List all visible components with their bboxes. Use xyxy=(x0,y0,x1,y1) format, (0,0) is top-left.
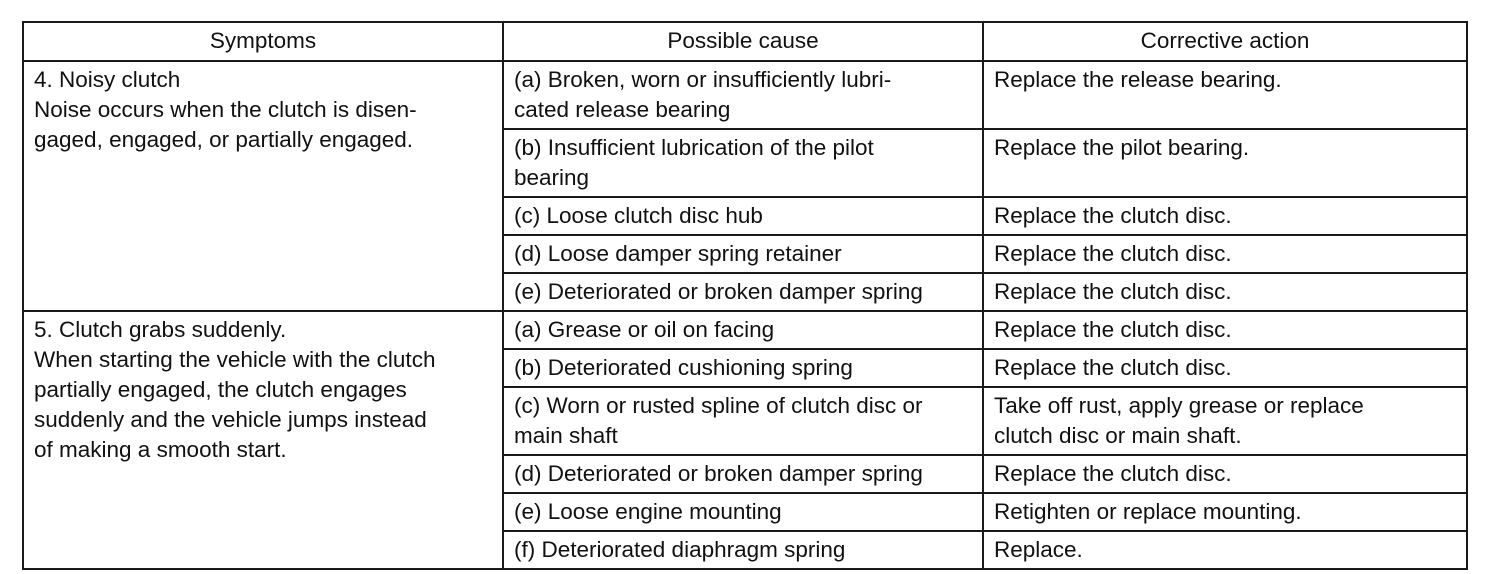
table-row xyxy=(23,61,1467,129)
possible-cause-cell xyxy=(503,129,983,197)
possible-cause-text: (e) Deteriorated or broken damper spring xyxy=(514,279,923,304)
table-row xyxy=(23,311,1467,349)
corrective-action-cell xyxy=(983,349,1467,387)
symptom-description-line: When starting the vehicle with the clutch xyxy=(34,347,436,372)
header-possible-cause: Possible cause xyxy=(503,22,983,61)
possible-cause-text: (a) Broken, worn or insufficiently lubri- xyxy=(514,67,892,92)
corrective-action-text: Replace the clutch disc. xyxy=(994,279,1232,304)
possible-cause-cell xyxy=(503,531,983,569)
corrective-action-text: Take off rust, apply grease or replace xyxy=(994,393,1364,418)
symptom-description-line: partially engaged, the clutch engages xyxy=(34,377,407,402)
corrective-action-text: Retighten or replace mounting. xyxy=(994,499,1302,524)
symptom-title: 4. Noisy clutch xyxy=(34,67,181,92)
symptom-cell xyxy=(23,311,503,569)
symptom-cell xyxy=(23,61,503,311)
corrective-action-cell xyxy=(983,235,1467,273)
header-symptoms: Symptoms xyxy=(23,22,503,61)
possible-cause-text: (c) Loose clutch disc hub xyxy=(514,203,763,228)
corrective-action-cell xyxy=(983,129,1467,197)
possible-cause-cell xyxy=(503,349,983,387)
possible-cause-text: (d) Loose damper spring retainer xyxy=(514,241,842,266)
symptom-description-line: of making a smooth start. xyxy=(34,437,287,462)
possible-cause-text: bearing xyxy=(514,165,590,190)
corrective-action-cell xyxy=(983,455,1467,493)
symptom-description-line: suddenly and the vehicle jumps instead xyxy=(34,407,427,432)
troubleshooting-table xyxy=(22,21,1468,570)
possible-cause-cell xyxy=(503,493,983,531)
corrective-action-text: clutch disc or main shaft. xyxy=(994,423,1242,448)
corrective-action-text: Replace the release bearing. xyxy=(994,67,1282,92)
possible-cause-cell xyxy=(503,273,983,311)
possible-cause-text: (a) Grease or oil on facing xyxy=(514,317,775,342)
corrective-action-text: Replace the clutch disc. xyxy=(994,241,1232,266)
possible-cause-cell xyxy=(503,387,983,455)
symptom-description-line: gaged, engaged, or partially engaged. xyxy=(34,127,414,152)
possible-cause-cell xyxy=(503,455,983,493)
header-corrective-action: Corrective action xyxy=(983,22,1467,61)
possible-cause-text: (d) Deteriorated or broken damper spring xyxy=(514,461,923,486)
possible-cause-text: (e) Loose engine mounting xyxy=(514,499,782,524)
corrective-action-cell xyxy=(983,387,1467,455)
possible-cause-text: main shaft xyxy=(514,423,618,448)
symptom-description-line: Noise occurs when the clutch is disen- xyxy=(34,97,417,122)
corrective-action-text: Replace the clutch disc. xyxy=(994,203,1232,228)
header-row xyxy=(23,22,1467,61)
corrective-action-cell xyxy=(983,493,1467,531)
corrective-action-text: Replace the clutch disc. xyxy=(994,461,1232,486)
corrective-action-text: Replace the pilot bearing. xyxy=(994,135,1250,160)
corrective-action-cell xyxy=(983,531,1467,569)
corrective-action-text: Replace. xyxy=(994,537,1083,562)
table-body xyxy=(23,61,1467,569)
corrective-action-cell xyxy=(983,197,1467,235)
corrective-action-text: Replace the clutch disc. xyxy=(994,317,1232,342)
corrective-action-cell xyxy=(983,311,1467,349)
possible-cause-text: (b) Deteriorated cushioning spring xyxy=(514,355,853,380)
corrective-action-text: Replace the clutch disc. xyxy=(994,355,1232,380)
possible-cause-text: (b) Insufficient lubrication of the pilot xyxy=(514,135,874,160)
possible-cause-cell xyxy=(503,235,983,273)
possible-cause-cell xyxy=(503,197,983,235)
corrective-action-cell xyxy=(983,273,1467,311)
possible-cause-text: cated release bearing xyxy=(514,97,731,122)
corrective-action-cell xyxy=(983,61,1467,129)
possible-cause-cell xyxy=(503,311,983,349)
possible-cause-cell xyxy=(503,61,983,129)
symptom-title: 5. Clutch grabs suddenly. xyxy=(34,317,287,342)
possible-cause-text: (f) Deteriorated diaphragm spring xyxy=(514,537,846,562)
possible-cause-text: (c) Worn or rusted spline of clutch disc or xyxy=(514,393,923,418)
